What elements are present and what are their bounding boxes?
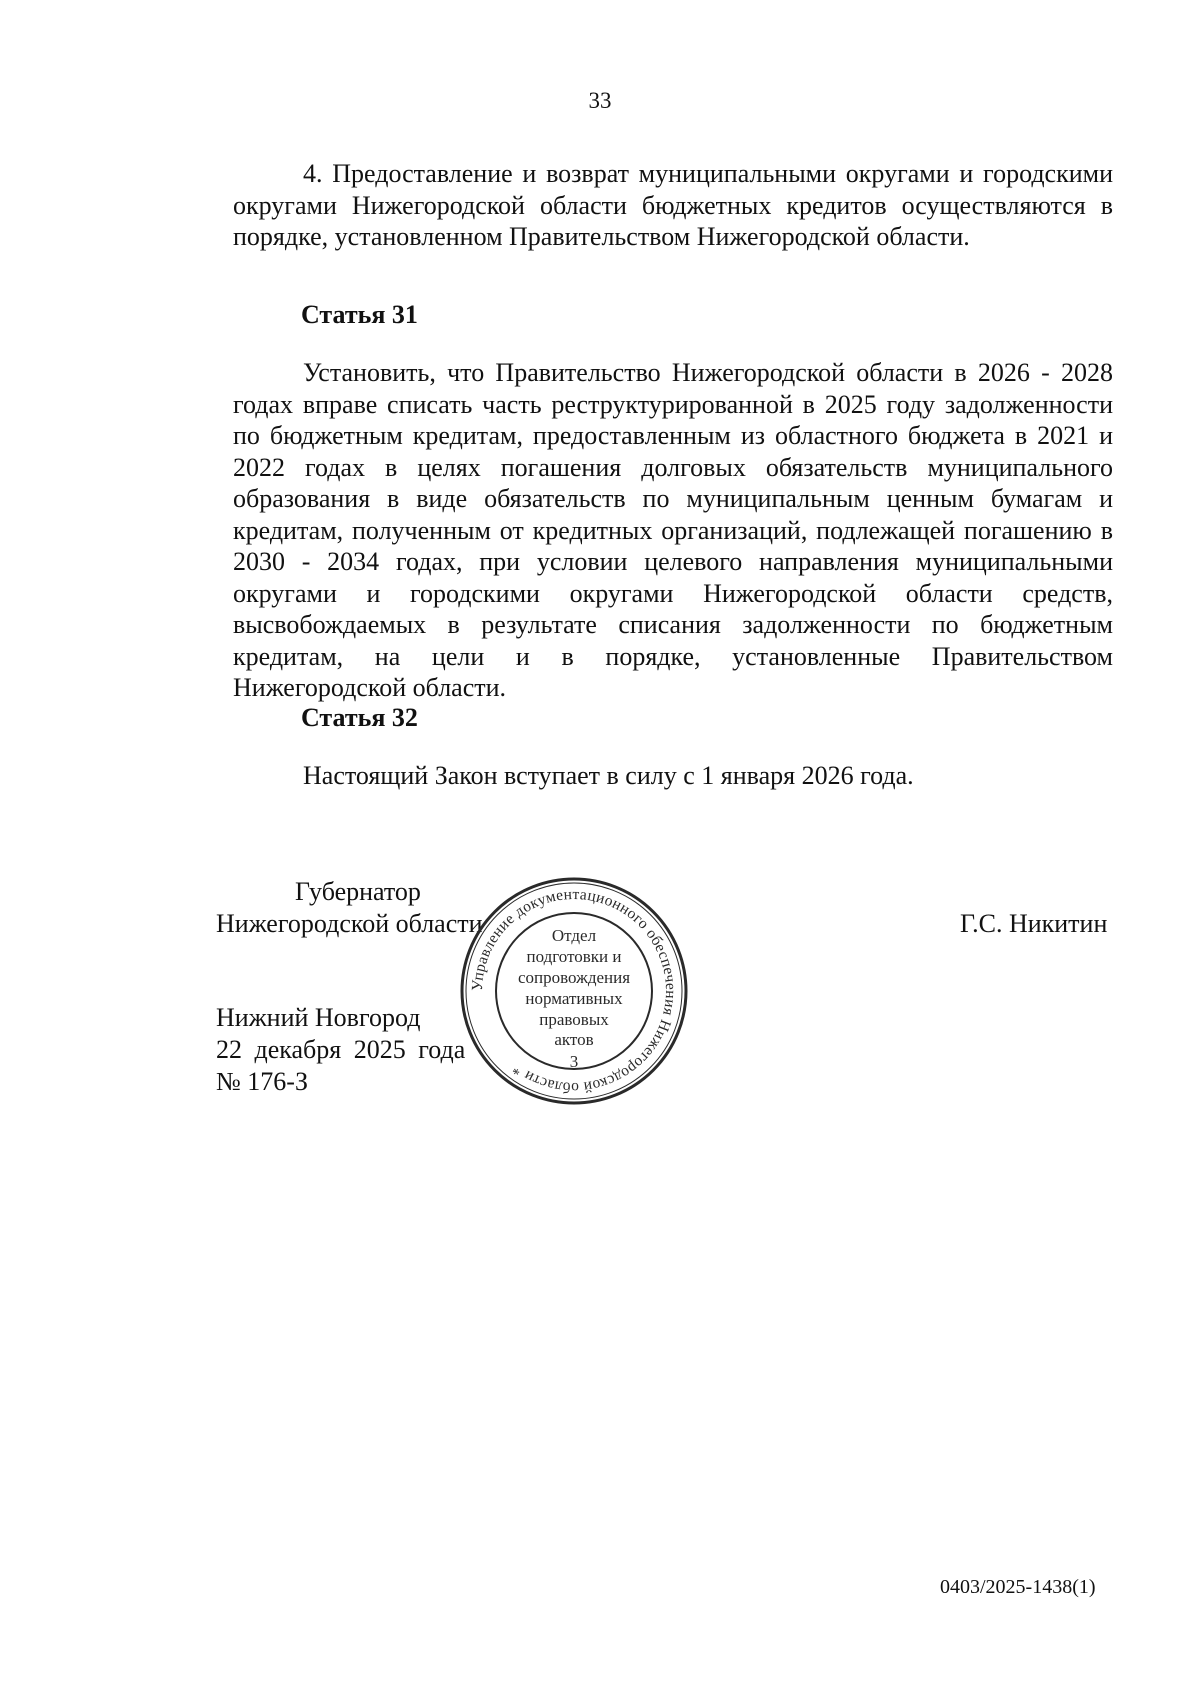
governor-title-line1: Губернатор bbox=[295, 877, 421, 906]
stamp-center-line-4: нормативных bbox=[525, 989, 623, 1008]
stamp-center-line-5: правовых bbox=[539, 1010, 609, 1029]
stamp-center-line-3: сопровождения bbox=[517, 968, 631, 987]
stamp-ring-text: Управление документационного обеспечения Нижегородской области * bbox=[468, 885, 680, 1097]
stamp-center-line-1: Отдел bbox=[551, 926, 597, 945]
page-number: 33 bbox=[588, 88, 612, 113]
clause-4-paragraph: 4. Предоставление и возврат муниципальными округами и городскими округами Нижегородской области бюджетных кредитов осуществляются в порядке, установленном Правительством Нижегородской области. bbox=[233, 159, 1113, 251]
article-31-heading: Статья 31 bbox=[301, 300, 418, 329]
stamp-center-line-6: актов bbox=[554, 1030, 594, 1049]
governor-title-line2: Нижегородской области bbox=[216, 909, 483, 938]
stamp-center-number: 3 bbox=[569, 1052, 579, 1071]
article-31-paragraph: Установить, что Правительство Нижегородской области в 2026 - 2028 годах вправе списать часть реструктурированной в 2025 году задолженности по бюджетным кредитам, предоставленным из областного бюджета в 2021 и 2022 годах в целях погашения долговых обязательств муниципального образования в виде обязательств по муниципальным ценным бумагам и кредитам, полученным от кредитных организаций, подлежащей погашению в 2030 - 2034 годах, при условии целевого направления муниципальными округами и городскими округами Нижегородской области средств, высвобождаемых в результате списания задолженности по бюджетным кредитам, на цели и в порядке, установленные Правительством Нижегородской области. bbox=[233, 358, 1113, 702]
governor-name: Г.С. Никитин bbox=[960, 909, 1108, 938]
law-number: № 176-З bbox=[216, 1067, 308, 1096]
article-32-paragraph: Настоящий Закон вступает в силу с 1 января 2026 года. bbox=[303, 761, 914, 790]
article-32-heading: Статья 32 bbox=[301, 703, 418, 732]
document-id: 0403/2025-1438(1) bbox=[940, 1576, 1096, 1598]
place-city: Нижний Новгород bbox=[216, 1003, 421, 1032]
stamp-center-line-2: подготовки и bbox=[526, 947, 622, 966]
place-date: 22 декабря 2025 года bbox=[216, 1035, 466, 1064]
official-stamp bbox=[458, 875, 690, 1107]
